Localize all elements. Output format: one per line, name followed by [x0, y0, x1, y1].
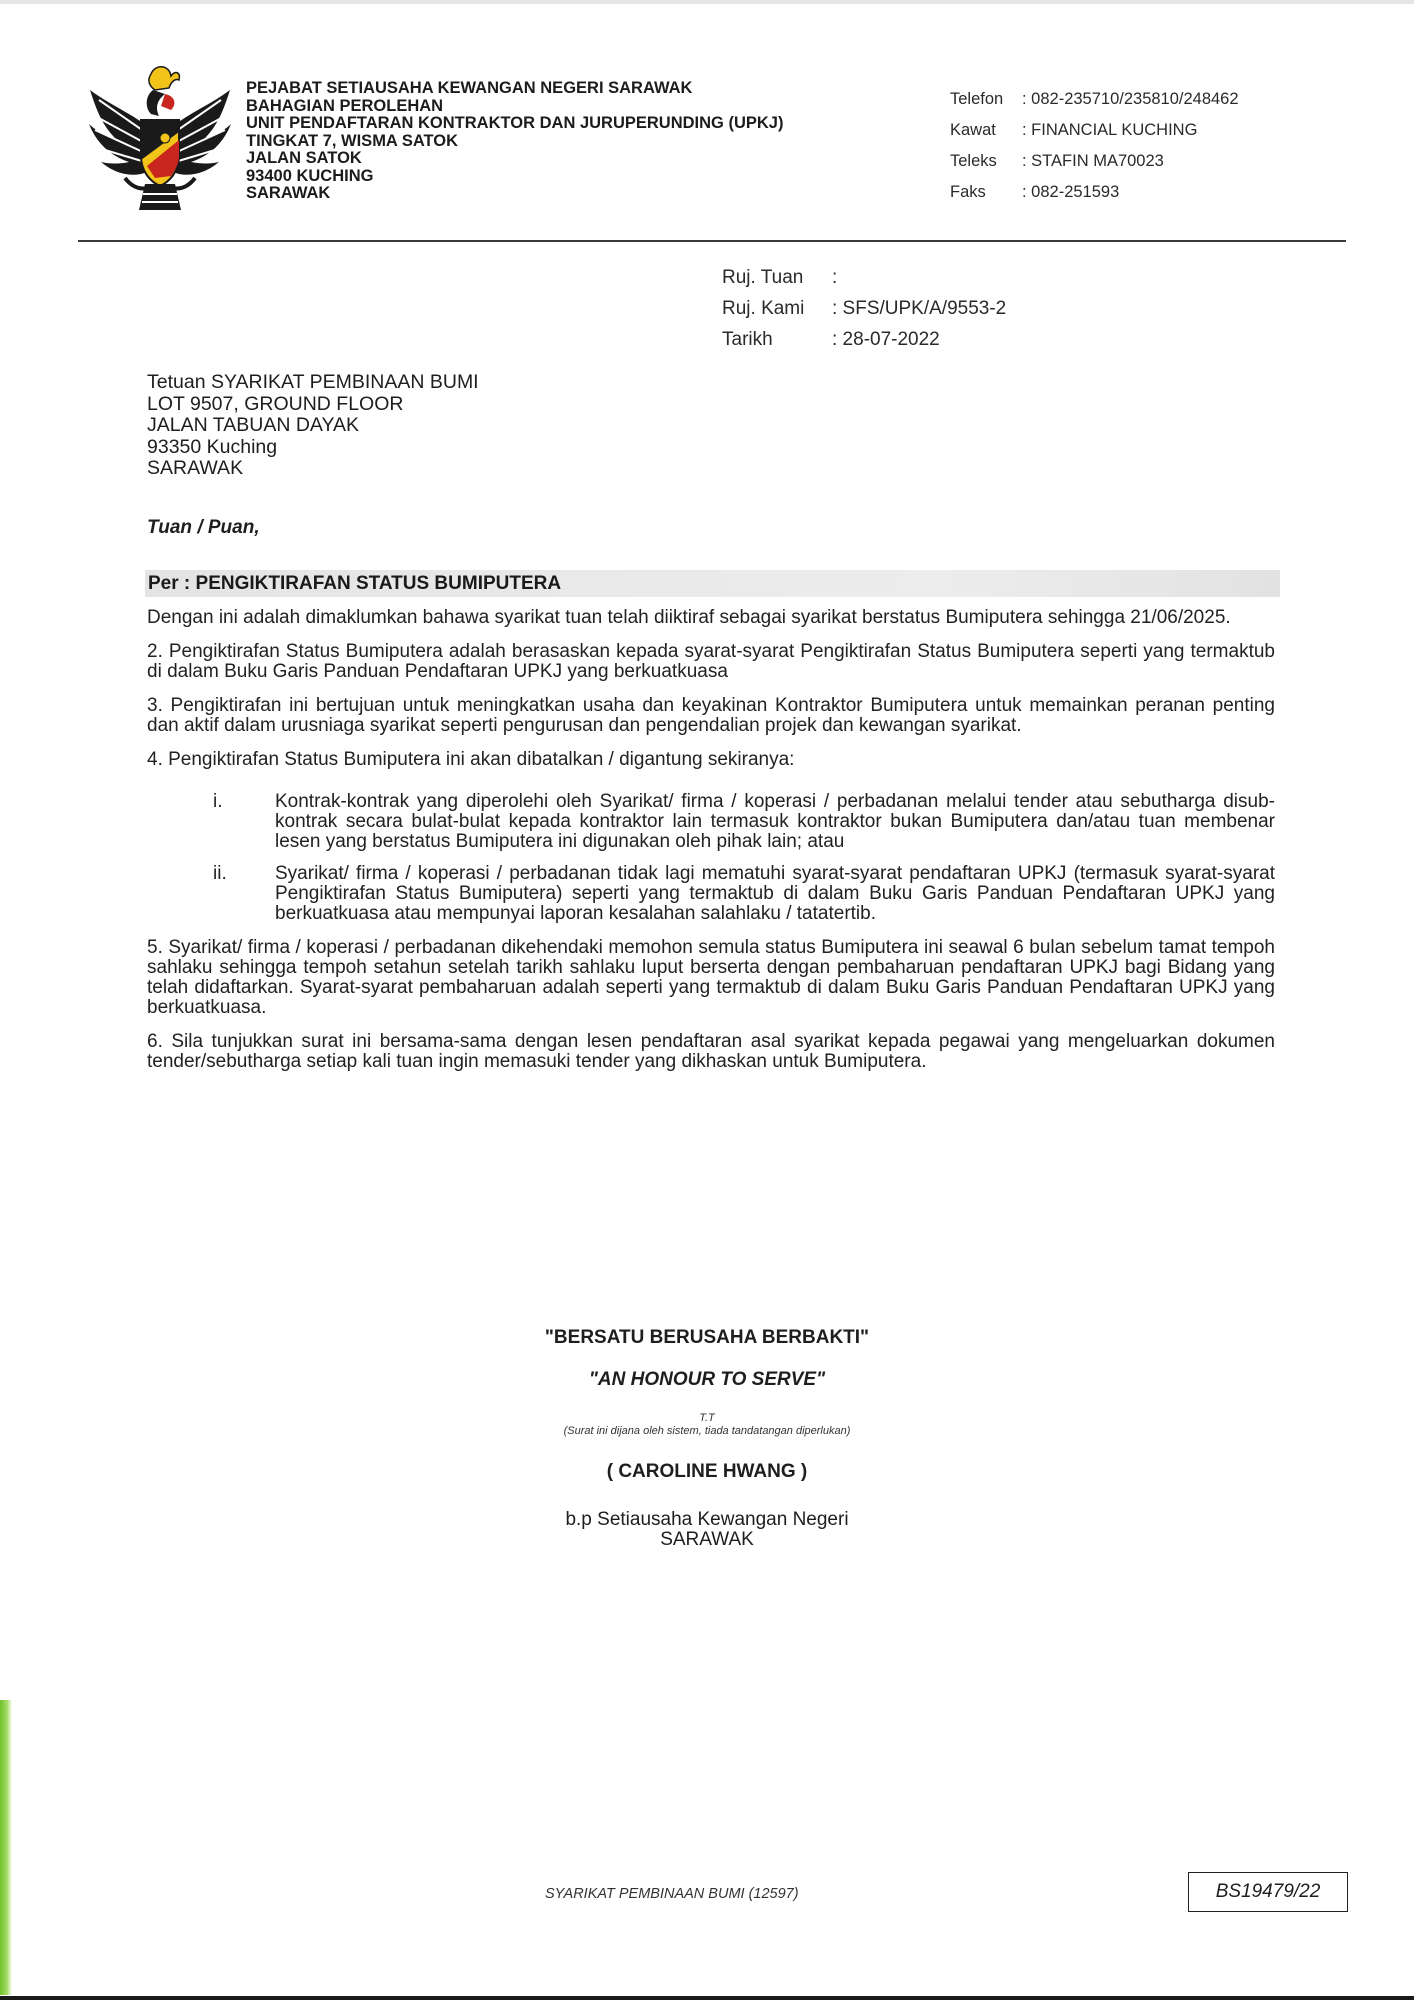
reference-value: : [832, 267, 838, 288]
reference-row [722, 293, 1006, 324]
condition-item [147, 864, 1275, 924]
reference-row [722, 262, 1006, 293]
footer-company: SYARIKAT PEMBINAAN BUMI (12597) [545, 1886, 799, 1902]
contact-value: : 082-235710/235810/248462 [1022, 90, 1239, 108]
signer-name: ( CAROLINE HWANG ) [606, 1461, 808, 1482]
agency-line: UNIT PENDAFTARAN KONTRAKTOR DAN JURUPERUNDING (UPKJ) [246, 114, 784, 132]
contact-value: : 082-251593 [1022, 183, 1120, 201]
condition-text: Kontrak-kontrak yang diperolehi oleh Syarikat/ firma / koperasi / perbadanan melalui tender atau sebutharga disub-kontrak secara bulat-bulat kepada kontraktor lain termasuk kontraktor bukan Bumiputera dan/atau tuan membenar lesen yang berstatus Bumiputera ini digunakan oleh pihak lain; atau [275, 791, 1275, 852]
paragraph-1: Dengan ini adalah dimaklumkan bahawa syarikat tuan telah diiktiraf sebagai syarikat berstatus Bumiputera sehingga 21/06/2025. [147, 607, 1231, 628]
contact-label: Telefon [950, 90, 1004, 108]
reference-row [722, 324, 1006, 355]
condition-number: ii. [213, 863, 227, 884]
agency-line: PEJABAT SETIAUSAHA KEWANGAN NEGERI SARAWAK [246, 79, 693, 97]
page-top-shade [0, 0, 1414, 4]
contact-label: Teleks [950, 152, 997, 170]
scan-edge-mark [0, 1700, 12, 1995]
contact-label: Kawat [950, 121, 996, 139]
agency-line: JALAN SATOK [246, 149, 362, 167]
scan-bottom-edge [0, 1996, 1414, 2000]
contact-row [950, 146, 1239, 177]
recipient-line: Tetuan SYARIKAT PEMBINAAN BUMI [147, 371, 479, 393]
condition-item [147, 792, 1275, 852]
contact-row [950, 84, 1239, 115]
condition-list [147, 792, 1275, 924]
contact-row [950, 177, 1239, 208]
footer-document-code: BS19479/22 [1188, 1872, 1348, 1912]
agency-line: TINGKAT 7, WISMA SATOK [246, 131, 459, 150]
contact-details [950, 84, 1239, 208]
reference-value: : 28-07-2022 [832, 329, 940, 350]
paragraph-4: 4. Pengiktirafan Status Bumiputera ini akan dibatalkan / digantung sekiranya: [147, 749, 795, 770]
agency-line: SARAWAK [246, 184, 331, 202]
paragraph-5: 5. Syarikat/ firma / koperasi / perbadanan dikehendaki memohon semula status Bumiputera ini seawal 6 bulan sebelum tamat tempoh sahlaku sehingga tempoh setahun setelah tarikh sahlaku luput berserta dengan pembaharuan pendaftaran UPKJ bagi Bidang yang telah didaftarkan. Syarat-syarat pembaharuan adalah seperti yang termaktub di dalam Buku Garis Panduan Pendaftaran UPKJ yang berkuatkuasa. [147, 937, 1275, 1018]
motto-malay: "BERSATU BERUSAHA BERBAKTI" [544, 1327, 870, 1348]
agency-line: 93400 KUCHING [246, 166, 374, 185]
reference-label: Ruj. Tuan [722, 267, 804, 288]
agency-line: BAHAGIAN PEROLEHAN [246, 96, 444, 115]
subject-line: Per : PENGIKTIRAFAN STATUS BUMIPUTERA [148, 573, 562, 594]
condition-text: Syarikat/ firma / koperasi / perbadanan tidak lagi mematuhi syarat-syarat pendaftaran UPKJ (termasuk syarat-syarat Pengiktirafan Status Bumiputera) seperti yang termaktub di dalam Buku Garis Panduan Pendaftaran UPKJ yang berkuatkuasa atau mempunyai laporan kesalahan salahlaku / tatatertib. [275, 863, 1275, 924]
paragraph-2: 2. Pengiktirafan Status Bumiputera adalah berasaskan kepada syarat-syarat Pengiktirafan Status Bumiputera seperti yang termaktub di dalam Buku Garis Panduan Pendaftaran UPKJ yang berkuatkuasa [147, 641, 1275, 682]
signature-tt: T.T [699, 1412, 715, 1424]
salutation: Tuan / Puan, [147, 517, 260, 538]
contact-label: Faks [950, 183, 986, 201]
sarawak-coat-of-arms-icon [85, 60, 235, 220]
recipient-address [147, 372, 479, 480]
header-divider [78, 240, 1346, 242]
reference-label: Ruj. Kami [722, 298, 805, 319]
contact-row [950, 115, 1239, 146]
agency-address-block [246, 80, 783, 203]
recipient-line: JALAN TABUAN DAYAK [147, 414, 360, 436]
recipient-line: 93350 Kuching [147, 435, 278, 458]
recipient-line: LOT 9507, GROUND FLOOR [147, 392, 404, 415]
letter-body [147, 608, 1275, 1086]
contact-value: : FINANCIAL KUCHING [1022, 121, 1198, 139]
signer-designation [0, 1510, 1414, 1550]
recipient-line: SARAWAK [147, 457, 244, 479]
reference-block [722, 262, 1006, 355]
motto-english: "AN HONOUR TO SERVE" [588, 1369, 826, 1390]
condition-number: i. [213, 791, 223, 812]
designation-line: b.p Setiausaha Kewangan Negeri [565, 1509, 849, 1530]
paragraph-6: 6. Sila tunjukkan surat ini bersama-sama dengan lesen pendaftaran asal syarikat kepada pegawai yang mengeluarkan dokumen tender/sebutharga setiap kali tuan ingin memasuki tender yang dikhaskan untuk Bumiputera. [147, 1031, 1275, 1072]
contact-value: : STAFIN MA70023 [1022, 152, 1164, 170]
paragraph-3: 3. Pengiktirafan ini bertujuan untuk meningkatkan usaha dan keyakinan Kontraktor Bumiputera untuk memainkan peranan penting dan aktif dalam urusniaga syarikat seperti pengurusan dan pengendalian projek dan kewangan syarikat. [147, 695, 1275, 736]
designation-line: SARAWAK [660, 1529, 754, 1550]
reference-value: : SFS/UPK/A/9553-2 [832, 298, 1007, 319]
reference-label: Tarikh [722, 329, 773, 350]
system-generated-note: (Surat ini dijana oleh sistem, tiada tandatangan diperlukan) [563, 1425, 851, 1437]
